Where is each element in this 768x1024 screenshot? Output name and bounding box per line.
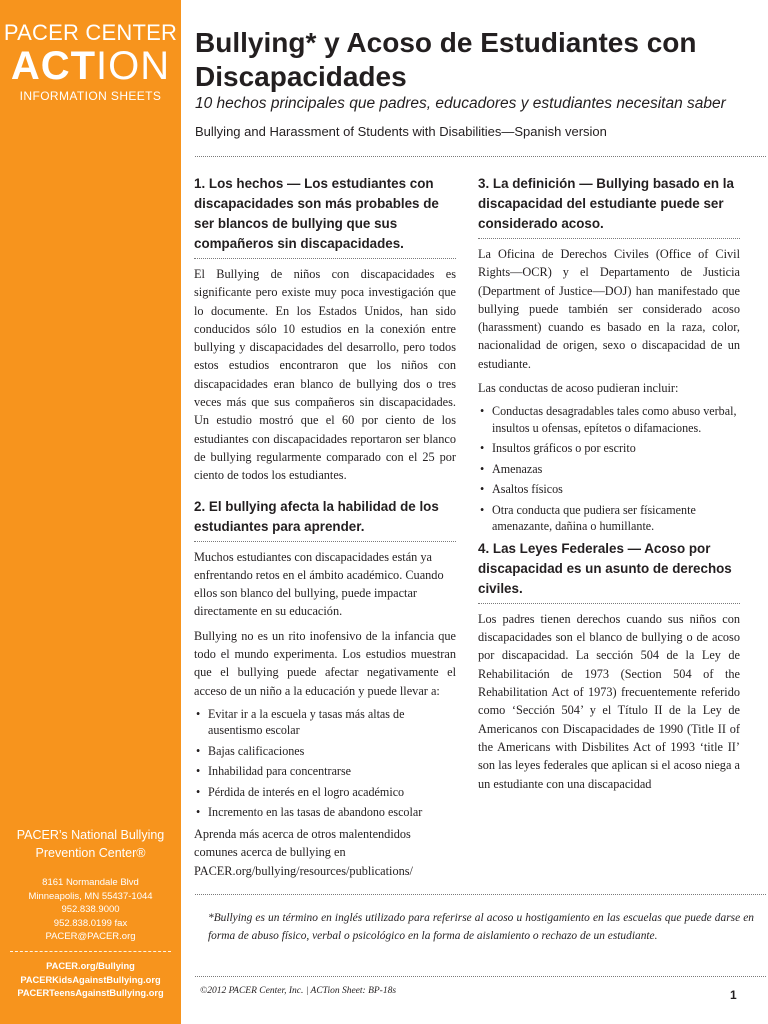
section-2-heading: 2. El bullying afecta la habilidad de los estudiantes para aprender. [194, 497, 456, 542]
list-item: • Incremento en las tasas de abandono escolar [194, 804, 456, 821]
bullying-center-name [10, 826, 171, 862]
section-3-list [478, 403, 740, 535]
list-item: • Bajas calificaciones [194, 743, 456, 760]
left-column [194, 174, 456, 886]
section-4-paragraph: Los padres tienen derechos cuando sus niños con discapacidades son el blanco de bullying o de acoso por discapacidad. La sección 504 de la Ley de Rehabilitación de 1973 (Section 504 of the Rehabilitation Act of 1973) frecuentemente referido como ‘Sección 504’ y el Título II de la Ley de Americanos con Discapacidades de 1990 (Title II of the Americans with Disbilites Act of 1993 ‘title II’ son las leyes federales que aplican si el acoso niega a un estudiante con una discapacidad [478, 611, 740, 791]
section-1-paragraph: El Bullying de niños con discapacidades es significante pero existe muy poca investigación que lo documente. En los Estados Unidos, han sido conducidos sólo 10 estudios en la conexión entre bullying y discapacidades del desarrollo, pero todos estos estudios encontraron que los niños con discapacidades eran blanco de bullying dos o tres veces más que sus compañeros sin discapacidades. Un estudio mostró que el 60 por ciento de los estudiantes con discapacidades reportaron ser blanco de bullying regularmente comparado con el 25 por ciento de todos los estudiantes. [194, 267, 456, 483]
section-2-paragraph-2: Bullying no es un rito inofensivo de la infancia que todo el mundo experimenta. Los estudios muestran que el bullying puede afectar negativamente el acceso de un niño a la educación y puede llevar a: [194, 628, 456, 698]
link-kids-against-bullying[interactable]: PACERKidsAgainstBullying.org [20, 974, 161, 985]
footnote-divider [195, 894, 766, 895]
contact-email[interactable]: PACER@PACER.org [45, 931, 136, 942]
page-number: 1 [730, 988, 737, 1002]
section-3-paragraph-1: La Oficina de Derechos Civiles (Office of Civil Rights—OCR) y el Departamento de Justicia (Department of Justice—DOJ) han manifestado que bullying puede también ser considerado acoso (harassment) cuando es basado en la raza, color, nacionalidad de origen, sexo o discapacidad de un estudiante. [478, 247, 740, 371]
web-links [8, 960, 173, 1001]
link-pacer-bullying[interactable]: PACER.org/Bullying [46, 961, 135, 971]
link-teens-against-bullying[interactable]: PACERTeensAgainstBullying.org [17, 988, 164, 998]
copyright: ©2012 PACER Center, Inc. | ACTion Sheet: BP-18s [200, 986, 397, 996]
brand-logo [0, 46, 181, 86]
brand-logo-ion: ION [96, 44, 171, 88]
page-title: Bullying* y Acoso de Estudiantes con Discapacidades [195, 27, 697, 92]
section-2-paragraph-3: Aprenda más acerca de otros malentendidos comunes acerca de bullying en PACER.org/bullying/resources/publications/ [194, 826, 413, 878]
footnote: *Bullying es un término en inglés utilizado para referirse al acoso u hostigamiento en las escuelas que puede darse en forma de abuso físico, verbal o psicológico en la forma de aislamiento o rechazo de un estudiante. [208, 912, 754, 942]
section-1-heading: 1. Los hechos — Los estudiantes con discapacidades son más probables de ser blancos de bullying que sus compañeros sin discapacidades. [194, 174, 456, 259]
sidebar [0, 0, 181, 1024]
list-item: • Asaltos físicos [478, 481, 740, 498]
list-item: • Conductas desagradables tales como abuso verbal, insultos u ofensas, epítetos o difamaciones. [478, 403, 740, 436]
page-subtitle: 10 hechos principales que padres, educadores y estudiantes necesitan saber [195, 95, 726, 112]
contact-fax: 952.838.0199 fax [53, 917, 128, 929]
sidebar-divider [10, 951, 171, 952]
header-divider [195, 156, 766, 157]
list-item: • Insultos gráficos o por escrito [478, 440, 740, 457]
contact-block [10, 876, 171, 944]
section-4-heading: 4. Las Leyes Federales — Acoso por discapacidad es un asunto de derechos civiles. [478, 539, 740, 604]
list-item: • Otra conducta que pudiera ser físicamente amenazante, dañina o humillante. [478, 502, 740, 535]
section-3-paragraph-2: Las conductas de acoso pudieran incluir: [478, 381, 679, 396]
section-3-heading: 3. La definición — Bullying basado en la discapacidad del estudiante puede ser considerado acoso. [478, 174, 740, 239]
bullying-center-line1: PACER’s National Bullying [16, 828, 165, 842]
brand-tagline: INFORMATION SHEETS [19, 89, 162, 103]
right-column [478, 174, 740, 799]
list-item: • Amenazas [478, 461, 740, 478]
contact-city: Minneapolis, MN 55437-1044 [28, 890, 153, 902]
brand-name: PACER CENTER [3, 20, 178, 45]
footer-divider [195, 976, 766, 977]
bullying-center-line2: Prevention Center® [35, 846, 146, 860]
contact-phone: 952.838.9000 [61, 904, 120, 915]
contact-address: 8161 Normandale Blvd [42, 877, 139, 888]
list-item: • Inhabilidad para concentrarse [194, 763, 456, 780]
english-title: Bullying and Harassment of Students with Disabilities—Spanish version [195, 124, 607, 139]
list-item: • Pérdida de interés en el logro académico [194, 784, 456, 801]
section-2-paragraph-1: Muchos estudiantes con discapacidades están ya enfrentando retos en el ámbito académico. Cuando ellos son blanco del bullying, puede impactar directamente en su educación. [194, 549, 444, 619]
brand-logo-act: ACT [10, 44, 97, 88]
list-item: • Evitar ir a la escuela y tasas más altas de ausentismo escolar [194, 706, 456, 739]
section-2-list [194, 706, 456, 821]
